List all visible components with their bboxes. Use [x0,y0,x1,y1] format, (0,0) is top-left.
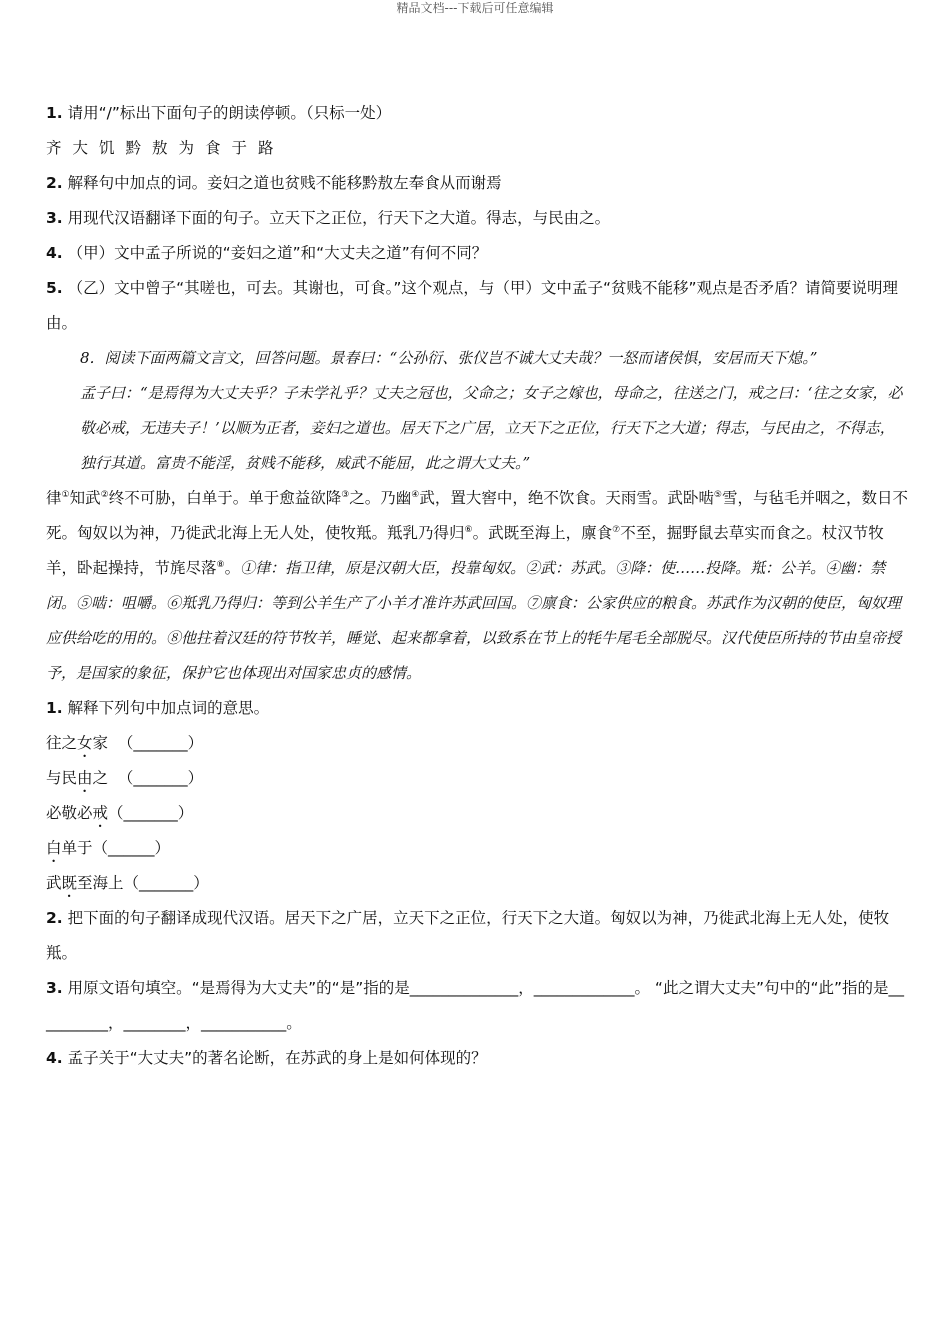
question-text: 把下面的句子翻译成现代汉语。居天下之广居，立天下之正位，行天下之大道。匈奴以为神，乃徙武北海上无人处，使牧羝。 [46,909,890,962]
question-number: 4. [46,244,63,262]
answer-blank: （_______） [117,734,204,752]
blank-item: 必敬必戒（_______） [46,804,194,822]
blank-item: 武既至海上（_______） [46,874,209,892]
question-8-4 [46,1041,908,1076]
question-text: （甲）文中孟子所说的“妾妇之道”和“大丈夫之道”有何不同？ [67,244,488,262]
question-8-3 [46,971,908,1041]
question-number: 5. [46,279,63,297]
document-body [46,96,908,1076]
dotted-word: 由 [77,769,93,787]
blank-item: 白单于（______） [46,839,171,857]
question-text: 解释句中加点的词。妾妇之道也贫贱不能移黔敖左奉食从而谢焉 [67,174,502,192]
dotted-word: 既 [61,874,78,892]
question-number: 2. [46,174,63,192]
footnote-mark: ① [61,489,70,500]
blank-item: 往之女家 （_______） [46,734,204,752]
answer-blank: （______） [92,839,171,857]
question-text: 解释下列句中加点词的意思。 [67,699,270,717]
footnote-mark: ⑧ [216,559,225,570]
passage-intro: 8．阅读下面两篇文言文，回答问题。景春曰：“公孙衍、张仪岂不诚大丈夫哉？一怒而诸侯惧，安居而天下熄。” [80,349,818,367]
blank-item: 与民由之 （_______） [46,769,204,787]
dotted-word: 白 [46,839,62,857]
question-7-2 [46,166,908,201]
question-7-5 [46,271,908,341]
dotted-word: 戒 [92,804,109,822]
answer-blank: （_______） [117,769,204,787]
footnote-mark: ⑤ [713,489,722,500]
question-number: 3. [46,209,63,227]
footnote-mark: ③ [341,489,350,500]
question-text: 用现代汉语翻译下面的句子。立天下之正位，行天下之大道。得志，与民由之。 [67,209,611,227]
question-8-2 [46,901,908,971]
passage-mencius: 孟子曰：“是焉得为大丈夫乎？子未学礼乎？丈夫之冠也，父命之；女子之嫁也，母命之，往送之门，戒之曰：‘往之女家，必敬必戒，无违夫子！’以顺为正者，妾妇之道也。居天下之广居，立天下之正位，行天下之大道；得志，与民由之，不得志，独行其道。富贵不能淫，贫贱不能移，威武不能屈，此之谓大丈夫。” [80,384,903,472]
dotted-word: 女 [77,734,93,752]
footnote-mark: ⑦ [612,524,621,535]
document-header: 精品文档---下载后可任意编辑 [396,1,554,15]
footnote-mark: ④ [411,489,420,500]
question-number: 1. [46,699,63,717]
question-text: （乙）文中曾子“其嗟也，可去。其谢也，可食。”这个观点，与（甲）文中孟子“贫贱不能移”观点是否矛盾？请简要说明理由。 [46,279,898,332]
question-number: 4. [46,1049,63,1067]
question-7-3 [46,201,908,236]
question-number: 3. [46,979,63,997]
question-7-1 [46,96,908,131]
question-text: 请用“/”标出下面句子的朗读停顿。（只标一处） [67,104,392,122]
answer-blank: （_______） [123,874,209,892]
question-8-1 [46,691,908,726]
question-number: 2. [46,909,63,927]
question-7-4 [46,236,908,271]
question-number: 1. [46,104,63,122]
question-text: 用原文语句填空。“是焉得为大丈夫”的“是”指的是______________，_____________。 “此之谓大丈夫”句中的“此”指的是__________，________，___________。 [46,979,905,1032]
footnote-mark: ⑥ [464,524,473,535]
footnotes: ①律：指卫律，原是汉朝大臣，投靠匈奴。②武：苏武。③降：使……投降。羝：公羊。④幽：禁闭。⑤啮：咀嚼。⑥羝乳乃得归：等到公羊生产了小羊才准许苏武回国。⑦廪食：公家供应的粮食。苏武作为汉朝的使臣，匈奴理应供给吃的用的。⑧他拄着汉廷的符节牧羊，睡觉、起来都拿着，以致系在节上的牦牛尾毛全部脱尽。汉代使臣所持的节由皇帝授予，是国家的象征，保护它也体现出对国家忠贞的感情。 [46,559,902,682]
footnote-mark: ② [100,489,109,500]
question-7-1-sentence: 齐大饥黔敖为食于路 [46,139,285,157]
question-text: 孟子关于“大丈夫”的著名论断，在苏武的身上是如何体现的？ [67,1049,487,1067]
answer-blank: （_______） [108,804,194,822]
passage-su-wu: 律①知武②终不可胁，白单于。单于愈益欲降③之。乃幽④武，置大窖中，绝不饮食。天雨雪。武卧啮⑤雪，与毡毛并咽之，数日不死。匈奴以为神，乃徙武北海上无人处，使牧羝。羝乳乃得归⑥。武既至海上，廪食⑦不至，掘野鼠去草实而食之。杖汉节牧羊，卧起操持，节旄尽落⑧。①律：指卫律，原是汉朝大臣，投靠匈奴。②武：苏武。③降：使……投降。羝：公羊。④幽：禁闭。⑤啮：咀嚼。⑥羝乳乃得归：等到公羊生产了小羊才准许苏武回国。⑦廪食：公家供应的粮食。苏武作为汉朝的使臣，匈奴理应供给吃的用的。⑧他拄着汉廷的符节牧羊，睡觉、起来都拿着，以致系在节上的牦牛尾毛全部脱尽。汉代使臣所持的节由皇帝授予，是国家的象征，保护它也体现出对国家忠贞的感情。 [46,489,908,682]
